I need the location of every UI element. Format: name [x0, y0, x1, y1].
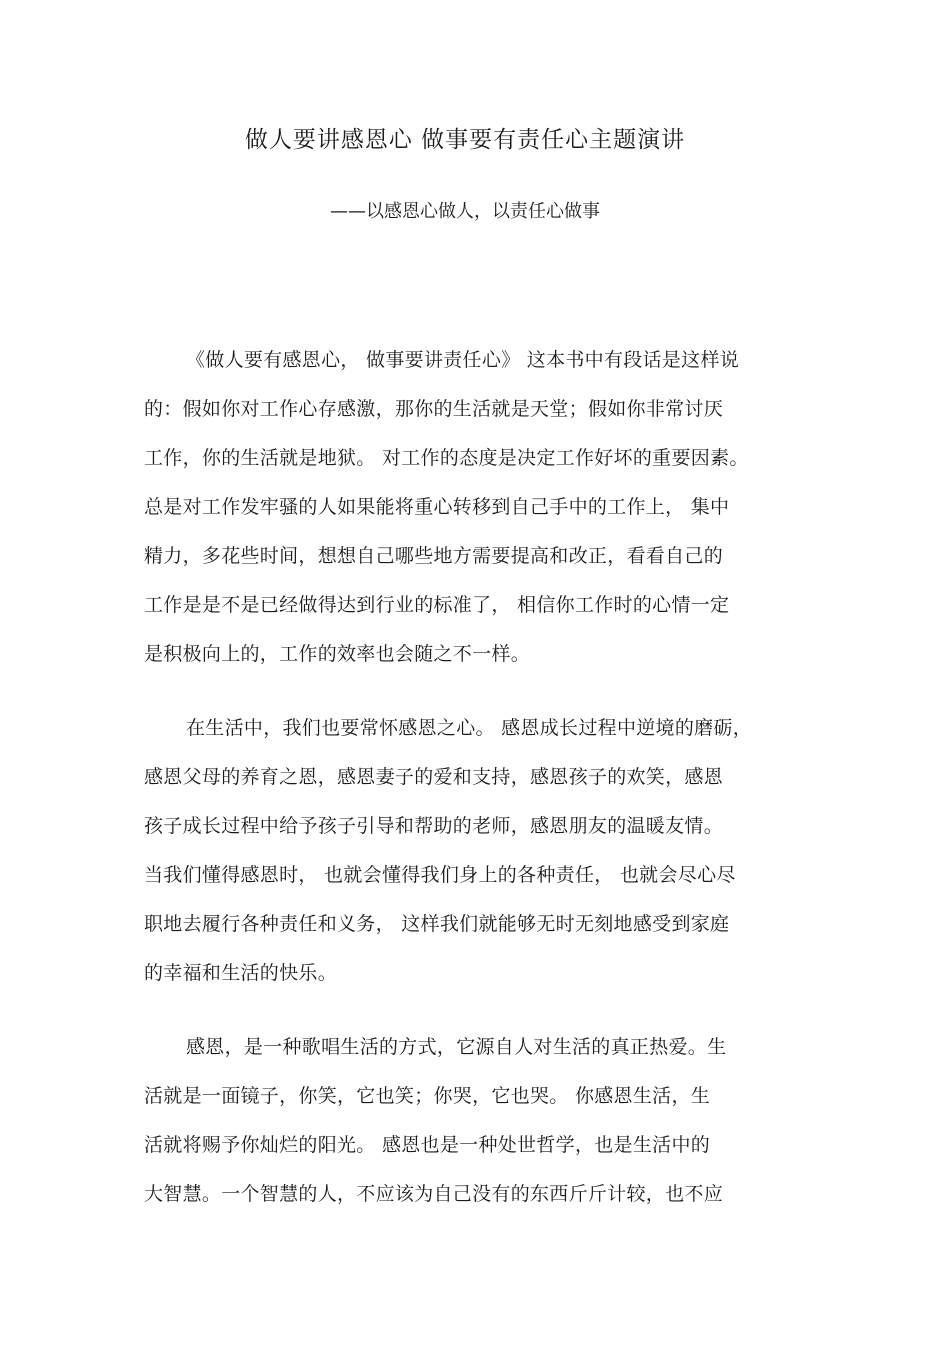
paragraph-line: 精力，多花些时间，想想自己哪些地方需要提高和改正，看看自己的 — [144, 545, 724, 567]
paragraph-line: 工作，你的生活就是地狱。 对工作的态度是决定工作好坏的重要因素。 — [144, 447, 749, 469]
paragraph-line: 当我们懂得感恩时， 也就会懂得我们身上的各种责任， 也就会尽心尽 — [144, 864, 736, 886]
paragraph-line: 的幸福和生活的快乐。 — [144, 962, 338, 984]
paragraph-2 — [144, 704, 810, 998]
paragraph-line: 《做人要有感恩心， 做事要讲责任心》 这本书中有段话是这样说 — [186, 349, 740, 371]
paragraph-line: 活就将赐予你灿烂的阳光。 感恩也是一种处世哲学，也是生活中的 — [144, 1134, 711, 1156]
document-body — [144, 336, 810, 1244]
paragraph-line: 总是对工作发牢骚的人如果能将重心转移到自己手中的工作上， 集中 — [144, 496, 730, 518]
paragraph-line: 职地去履行各种责任和义务， 这样我们就能够无时无刻地感受到家庭 — [144, 913, 730, 935]
paragraph-3 — [144, 1023, 810, 1219]
paragraph-line: 大智慧。一个智慧的人，不应该为自己没有的东西斤斤计较，也不应 — [144, 1183, 724, 1205]
document-title: 做人要讲感恩心 做事要有责任心主题演讲 — [244, 127, 686, 153]
paragraph-line: 感恩，是一种歌唱生活的方式，它源自人对生活的真正热爱。生 — [186, 1036, 727, 1058]
paragraph-line: 在生活中，我们也要常怀感恩之心。 感恩成长过程中逆境的磨砺， — [186, 717, 753, 739]
paragraph-line: 活就是一面镜子，你笑，它也笑；你哭，它也哭。 你感恩生活，生 — [144, 1085, 711, 1107]
paragraph-line: 的：假如你对工作心存感激，那你的生活就是天堂；假如你非常讨厌 — [144, 398, 724, 420]
paragraph-line: 感恩父母的养育之恩，感恩妻子的爱和支持，感恩孩子的欢笑，感恩 — [144, 766, 724, 788]
paragraph-line: 工作是是不是已经做得达到行业的标准了， 相信你工作时的心情一定 — [144, 594, 730, 616]
paragraph-line: 是积极向上的，工作的效率也会随之不一样。 — [144, 643, 531, 665]
document-subtitle: ——以感恩心做人，以责任心做事 — [330, 201, 600, 222]
paragraph-1 — [144, 336, 810, 679]
paragraph-line: 孩子成长过程中给予孩子引导和帮助的老师，感恩朋友的温暖友情。 — [144, 815, 724, 837]
